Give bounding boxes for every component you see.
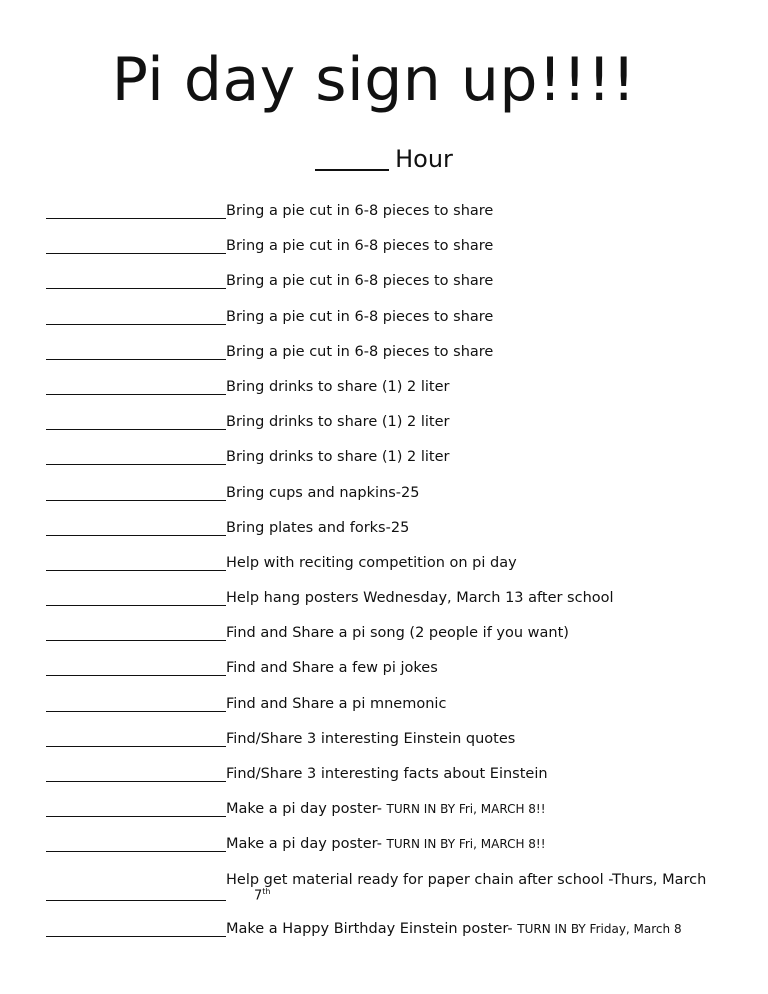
signup-row xyxy=(46,200,746,235)
task-label: Find/Share 3 interesting facts about Einstein xyxy=(226,766,548,782)
task-label: Bring a pie cut in 6-8 pieces to share xyxy=(226,273,494,290)
task-deadline: TURN IN BY Fri, MARCH 8!! xyxy=(386,802,546,817)
signup-row xyxy=(46,517,746,552)
signup-row xyxy=(46,306,746,341)
name-blank-line[interactable] xyxy=(46,851,226,852)
task-label: Help hang posters Wednesday, March 13 after school xyxy=(226,590,614,607)
name-blank-line[interactable] xyxy=(46,359,226,360)
name-blank-line[interactable] xyxy=(46,253,226,254)
task-label: Make a Happy Birthday Einstein poster- TURN IN BY Friday, March 8 xyxy=(226,920,682,937)
hour-blank-line[interactable] xyxy=(315,147,389,171)
signup-row xyxy=(46,446,746,481)
name-blank-line[interactable] xyxy=(46,746,226,747)
task-label: Bring a pie cut in 6-8 pieces to share xyxy=(226,203,494,219)
hour-label: Hour xyxy=(395,145,453,173)
signup-row xyxy=(46,341,746,376)
signup-row xyxy=(46,235,746,270)
task-label: Bring plates and forks-25 xyxy=(226,519,410,536)
task-label: Find/Share 3 interesting Einstein quotes xyxy=(226,730,516,747)
name-blank-line[interactable] xyxy=(46,288,226,289)
name-blank-line[interactable] xyxy=(46,570,226,571)
name-blank-line[interactable] xyxy=(46,711,226,712)
signup-row xyxy=(46,270,746,305)
signup-row xyxy=(46,376,746,411)
signup-row xyxy=(46,482,746,517)
task-label: Help with reciting competition on pi day xyxy=(226,554,517,571)
task-label: Bring drinks to share (1) 2 liter xyxy=(226,414,450,431)
task-deadline: TURN IN BY Fri, MARCH 8!! xyxy=(386,837,546,852)
task-label: Bring a pie cut in 6-8 pieces to share xyxy=(226,343,494,360)
name-blank-line[interactable] xyxy=(46,500,226,501)
signup-row-paper-chain xyxy=(46,869,746,918)
task-label: Bring cups and napkins-25 xyxy=(226,484,420,501)
signup-row xyxy=(46,833,746,868)
signup-row xyxy=(46,411,746,446)
name-blank-line[interactable] xyxy=(46,640,226,641)
name-blank-line[interactable] xyxy=(46,429,226,430)
name-blank-line[interactable] xyxy=(46,464,226,465)
signup-row-einstein-poster xyxy=(46,918,746,953)
name-blank-line[interactable] xyxy=(46,324,226,325)
signup-row xyxy=(46,622,746,657)
name-blank-line[interactable] xyxy=(46,675,226,676)
task-label: Bring a pie cut in 6-8 pieces to share xyxy=(226,238,494,255)
task-label: Make a pi day poster- TURN IN BY Fri, MARCH 8!! xyxy=(226,801,546,818)
task-label: Find and Share a few pi jokes xyxy=(226,660,438,677)
signup-row xyxy=(46,763,746,798)
signup-list xyxy=(46,200,746,953)
task-label: Bring a pie cut in 6-8 pieces to share xyxy=(226,308,494,325)
task-label: Help get material ready for paper chain after school -Thurs, March xyxy=(226,871,707,888)
task-date: 7th xyxy=(254,886,271,903)
task-deadline: TURN IN BY Friday, March 8 xyxy=(517,921,682,936)
page-title: Pi day sign up!!!! xyxy=(111,45,637,115)
signup-row xyxy=(46,693,746,728)
name-blank-line[interactable] xyxy=(46,781,226,782)
name-blank-line[interactable] xyxy=(46,816,226,817)
signup-row xyxy=(46,657,746,692)
signup-row xyxy=(46,552,746,587)
task-label: Bring drinks to share (1) 2 liter xyxy=(226,449,450,466)
task-label: Find and Share a pi mnemonic xyxy=(226,695,447,712)
task-label: Make a pi day poster- TURN IN BY Fri, MARCH 8!! xyxy=(226,836,546,853)
task-label: Find and Share a pi song (2 people if you want) xyxy=(226,625,569,642)
name-blank-line[interactable] xyxy=(46,218,226,219)
name-blank-line[interactable] xyxy=(46,605,226,606)
signup-row xyxy=(46,728,746,763)
signup-row xyxy=(46,798,746,833)
name-blank-line[interactable] xyxy=(46,394,226,395)
name-blank-line[interactable] xyxy=(46,535,226,536)
name-blank-line[interactable] xyxy=(46,936,226,937)
signup-row xyxy=(46,587,746,622)
task-label: Bring drinks to share (1) 2 liter xyxy=(226,378,450,395)
hour-heading xyxy=(0,144,768,174)
name-blank-line[interactable] xyxy=(46,900,226,901)
